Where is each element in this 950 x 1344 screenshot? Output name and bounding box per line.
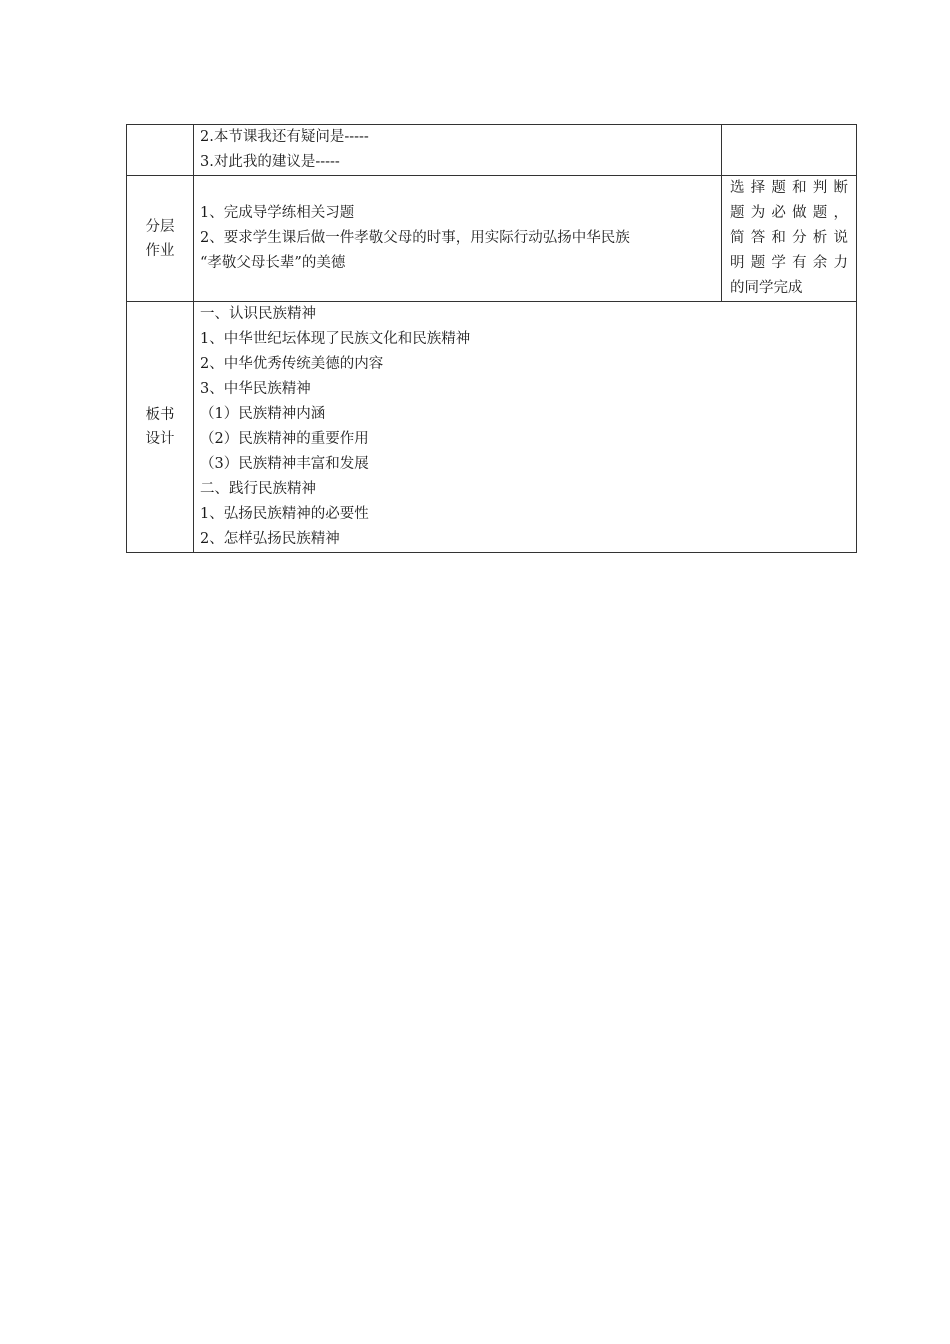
text-line: 2、怎样弘扬民族精神 — [200, 531, 340, 547]
row-label-homework: 分层 作业 — [127, 176, 194, 302]
text-line: 二、践行民族精神 — [200, 481, 316, 497]
homework-cell — [194, 176, 722, 302]
text-line: （3）民族精神丰富和发展 — [200, 456, 369, 472]
row-label-empty — [127, 125, 194, 176]
empty-note-cell — [722, 125, 857, 176]
row-label-board-design: 板书 设计 — [127, 302, 194, 553]
text-line: （1）民族精神内涵 — [200, 406, 326, 422]
text-line: 2.本节课我还有疑问是----- — [200, 129, 369, 145]
text-line: 2、中华优秀传统美德的内容 — [200, 356, 384, 372]
table-row — [127, 176, 857, 302]
text-line: 3、中华民族精神 — [200, 381, 311, 397]
lesson-plan-table — [126, 124, 857, 553]
table-row — [127, 302, 857, 553]
text-line: （2）民族精神的重要作用 — [200, 431, 369, 447]
reflection-cell — [194, 125, 722, 176]
text-line: 3.对此我的建议是----- — [200, 154, 340, 170]
text-line: 1、中华世纪坛体现了民族文化和民族精神 — [200, 331, 471, 347]
text-line: 1、完成导学练相关习题 — [200, 205, 355, 221]
text-line: 一、认识民族精神 — [200, 306, 316, 322]
homework-note-cell: 选择题和判断 题为必做题， 简答和分析说 明题学有余力 的同学完成 — [722, 176, 857, 302]
text-line: “孝敬父母长辈”的美德 — [200, 255, 346, 271]
text-line: 2、要求学生课后做一件孝敬父母的时事，用实际行动弘扬中华民族 — [200, 230, 630, 246]
table-row — [127, 125, 857, 176]
text-line: 1、弘扬民族精神的必要性 — [200, 506, 369, 522]
board-design-cell — [194, 302, 857, 553]
